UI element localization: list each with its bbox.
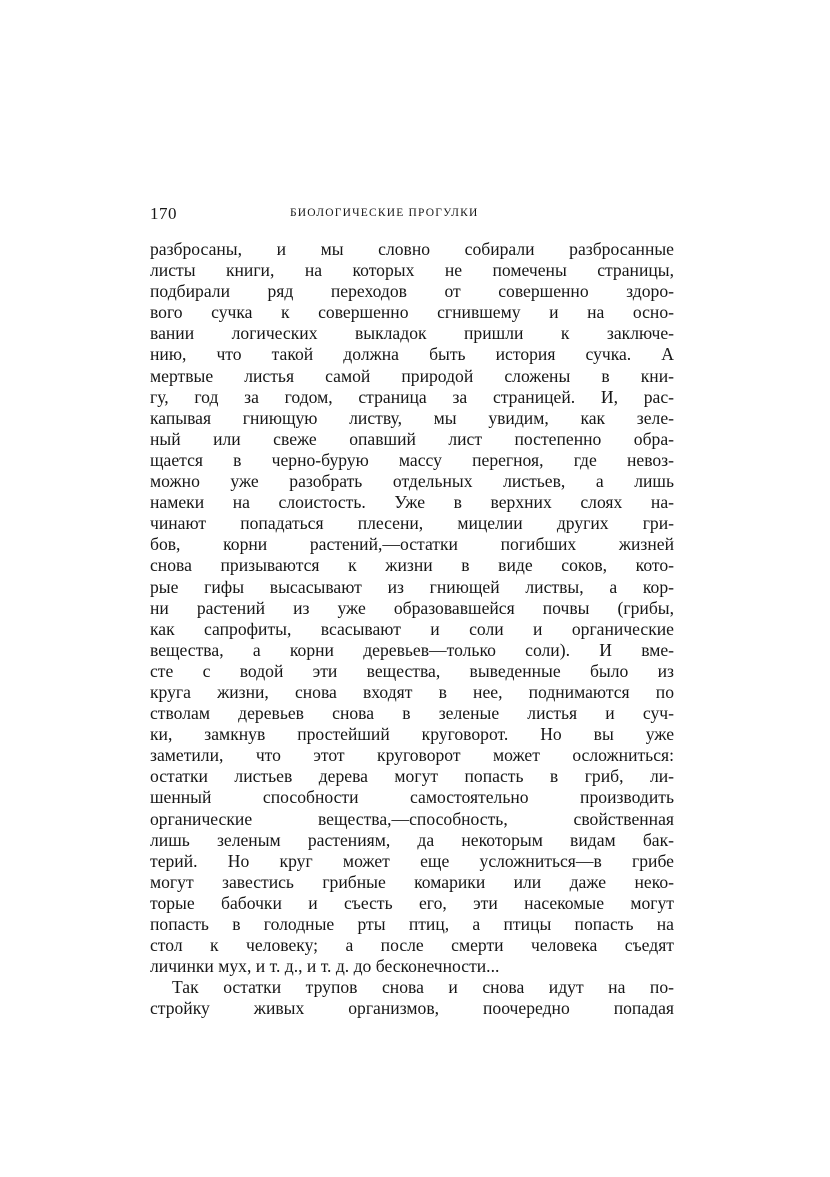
text-line: ки, замкнув простейший круговорот. Но вы уже xyxy=(150,724,674,745)
text-line: вого сучка к совершенно сгнившему и на осно- xyxy=(150,302,674,323)
text-line: разбросаны, и мы словно собирали разбросанные xyxy=(150,239,674,259)
text-line: мертвые листья самой природой сложены в кни- xyxy=(150,365,674,386)
running-title: БИОЛОГИЧЕСКИЕ ПРОГУЛКИ xyxy=(290,207,479,219)
text-line: вании логических выкладок пришли к заключе- xyxy=(150,323,674,344)
text-line: попасть в голодные рты птиц, а птицы попасть на xyxy=(150,914,674,934)
text-line: Так остатки трупов снова и снова идут на по- xyxy=(172,977,674,998)
body-text xyxy=(150,239,674,1019)
text-line: подбирали ряд переходов от совершенно здоро- xyxy=(150,281,674,302)
text-line: остатки листьев дерева могут попасть в гриб, ли- xyxy=(150,766,674,787)
page-number: 170 xyxy=(150,204,177,223)
text-line: вещества, а корни деревьев—только соли). И вме- xyxy=(150,639,674,660)
text-line: бов, корни растений,—остатки погибших жизней xyxy=(150,534,674,555)
text-line: ни растений из уже образовавшейся почвы (грибы, xyxy=(150,597,674,618)
text-line: стройку живых организмов, поочередно попадая xyxy=(150,998,674,1019)
paragraph xyxy=(150,977,674,1019)
text-line: сте с водой эти вещества, выведенные было из xyxy=(150,660,674,681)
text-line: лишь зеленым растениям, да некоторым видам бак- xyxy=(150,829,674,850)
text-line: стволам деревьев снова в зеленые листья и суч- xyxy=(150,703,674,724)
text-line: как сапрофиты, всасывают и соли и органические xyxy=(150,618,674,639)
text-line: гу, год за годом, страница за страницей. И, рас- xyxy=(150,386,674,407)
text-line: нию, что такой должна быть история сучка. А xyxy=(150,344,674,365)
text-line: могут завестись грибные комарики или даже неко- xyxy=(150,871,674,892)
text-line: ный или свеже опавший лист постепенно обра- xyxy=(150,428,674,449)
text-line: шенный способности самостоятельно производить xyxy=(150,787,674,808)
text-line: круга жизни, снова входят в нее, поднимаются по xyxy=(150,681,674,702)
text-line: заметили, что этот круговорот может осложниться: xyxy=(150,745,674,766)
text-line: можно уже разобрать отдельных листьев, а лишь xyxy=(150,471,674,492)
text-line: стол к человеку; а после смерти человека съедят xyxy=(150,935,674,956)
text-line: личинки мух, и т. д., и т. д. до бесконечности... xyxy=(150,956,500,977)
text-line: рые гифы высасывают из гниющей листвы, а кор- xyxy=(150,576,674,597)
text-line: щается в черно-бурую массу перегноя, где невоз- xyxy=(150,449,674,470)
text-line: терий. Но круг может еще усложниться—в грибе xyxy=(150,850,674,871)
text-line: снова призываются к жизни в виде соков, кото- xyxy=(150,555,674,576)
running-header xyxy=(150,204,674,228)
text-line: торые бабочки и съесть его, эти насекомые могут xyxy=(150,892,674,913)
text-line: капывая гниющую листву, мы увидим, как зеле- xyxy=(150,407,674,428)
text-line: органические вещества,—способность, свойственная xyxy=(150,808,674,829)
text-line: листы книги, на которых не помечены страницы, xyxy=(150,260,674,281)
text-line: намеки на слоистость. Уже в верхних слоях на- xyxy=(150,492,674,513)
text-line: чинают попадаться плесени, мицелии других гри- xyxy=(150,513,674,534)
paragraph xyxy=(150,239,674,977)
